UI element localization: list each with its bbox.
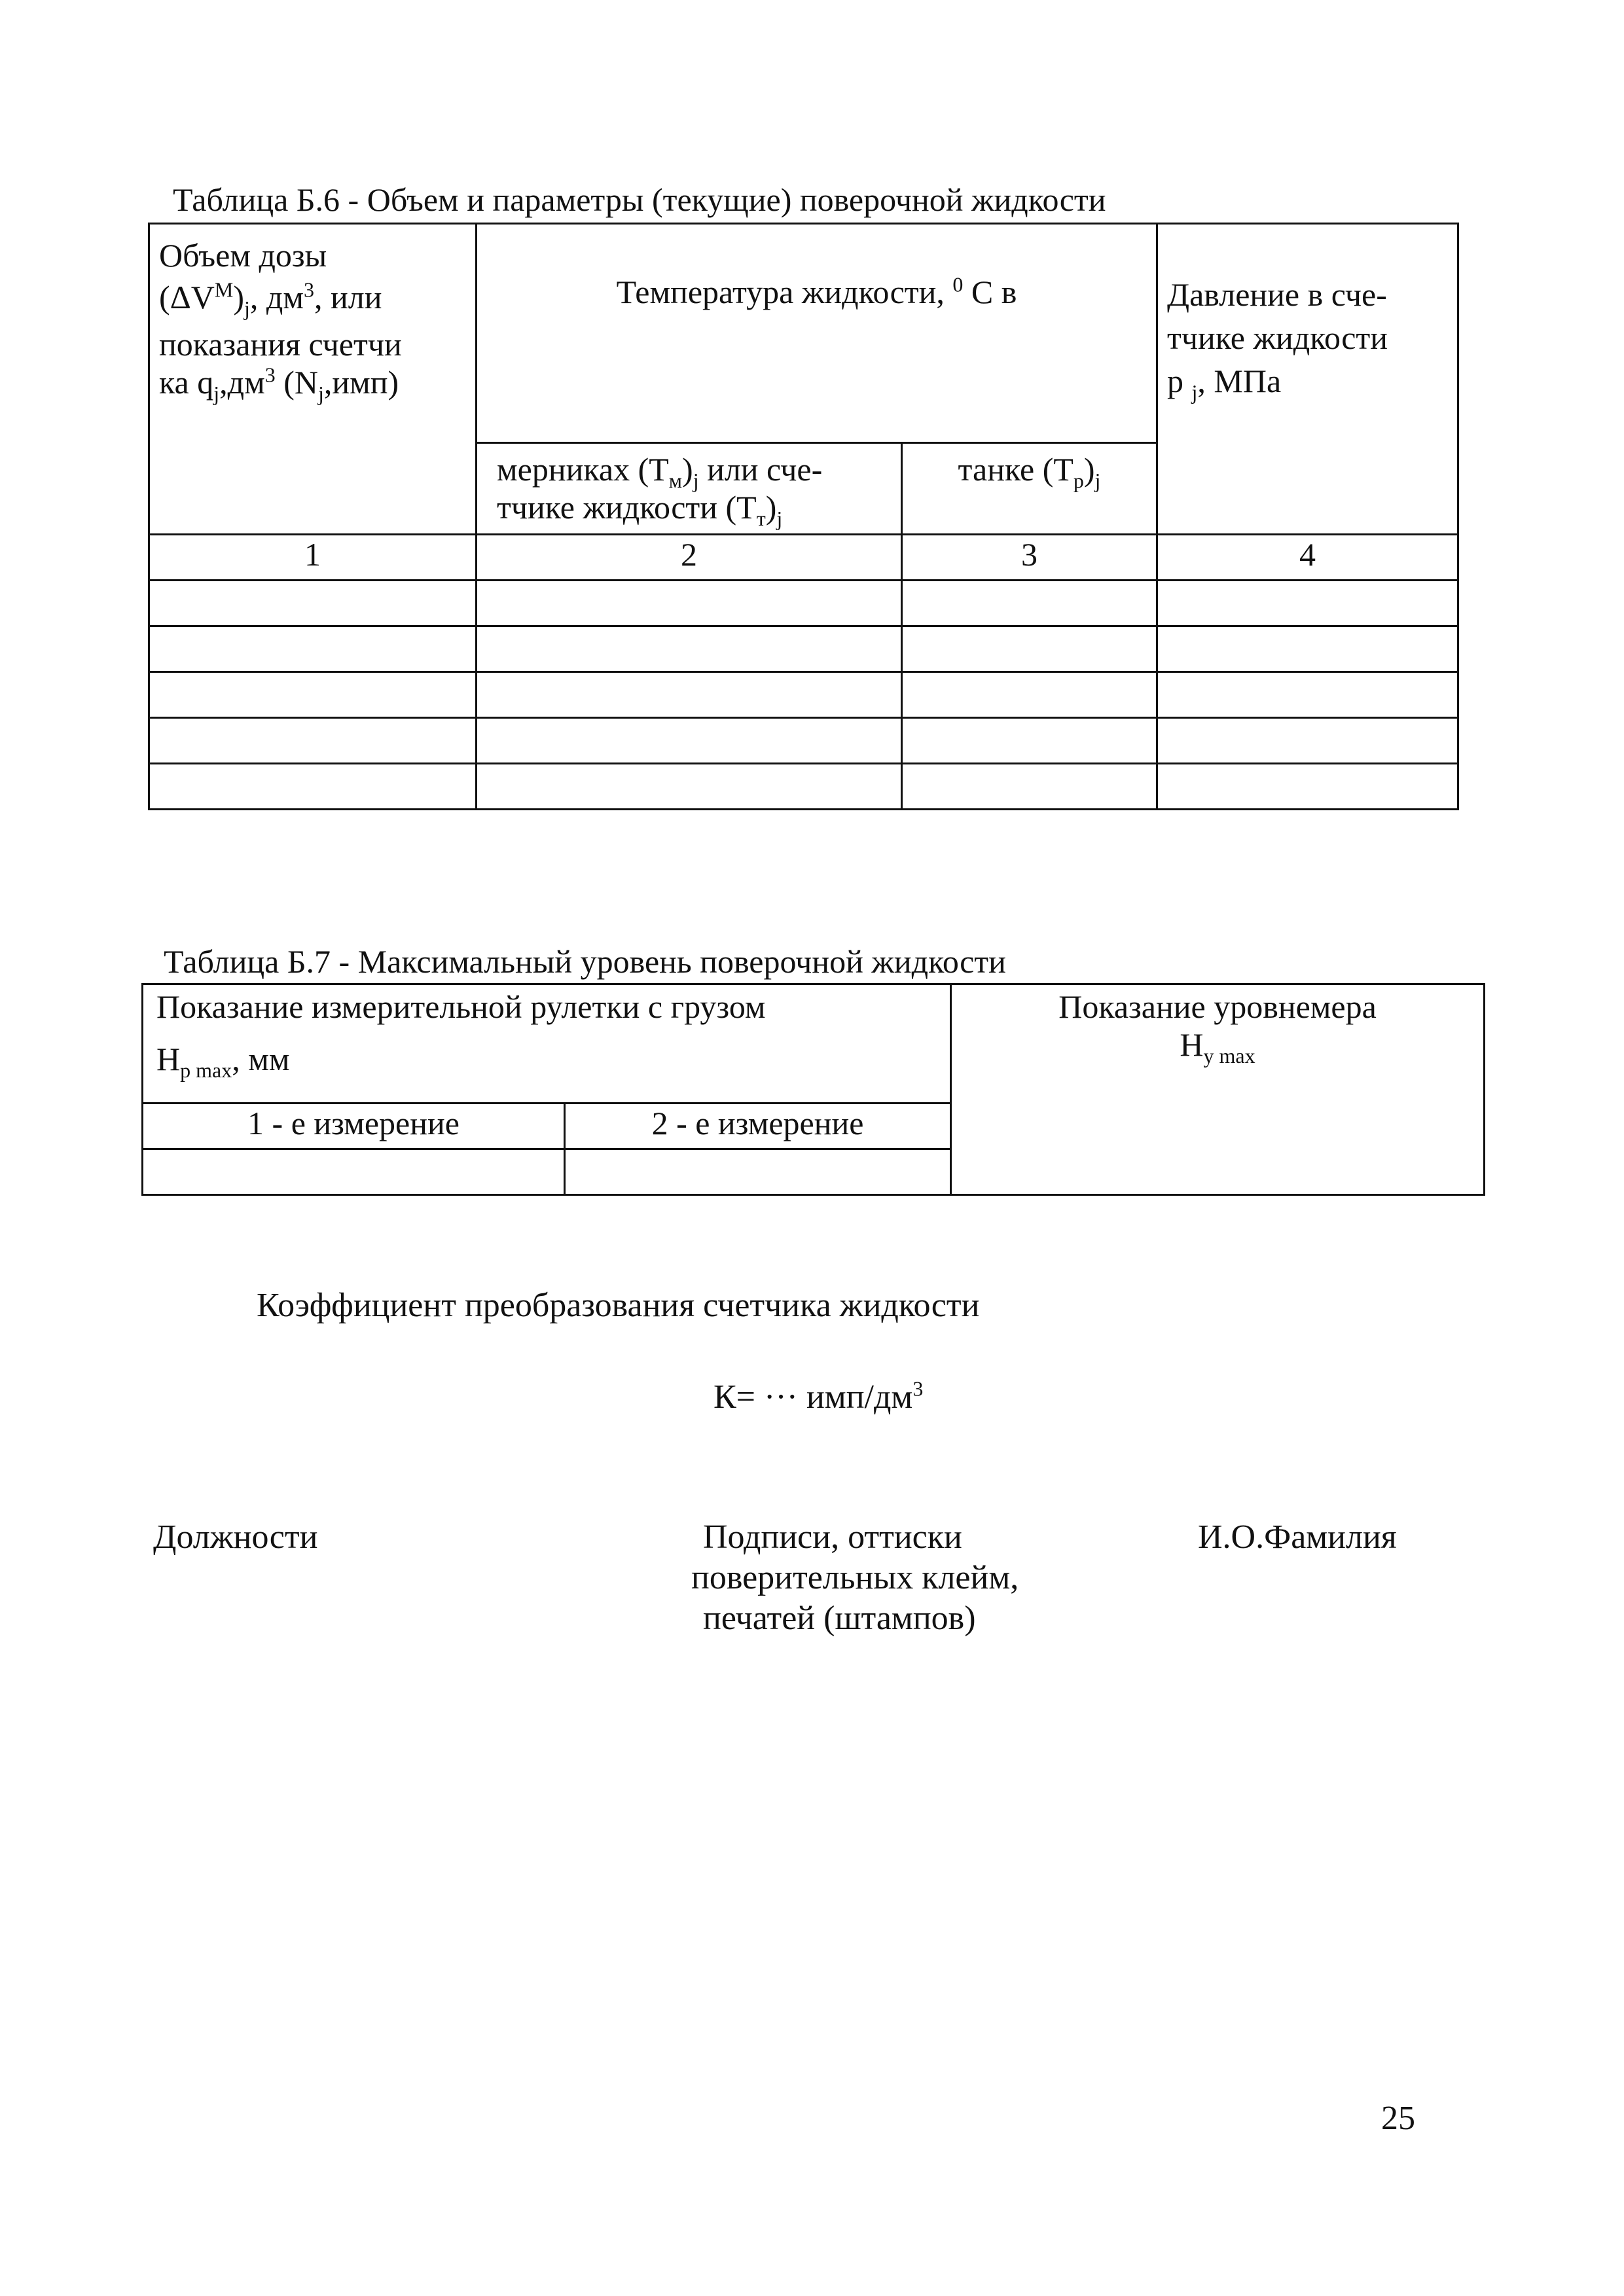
signature-positions: Должности [153, 1518, 318, 1556]
table-cell [902, 718, 1157, 764]
b7-measurement-1: 1 - е измерение [143, 1103, 565, 1149]
table-row [149, 672, 1458, 718]
b7-header-tape [143, 984, 951, 1103]
table-cell [902, 764, 1157, 810]
table-cell [149, 581, 477, 626]
signature-line1: Подписи, оттиски [703, 1518, 962, 1556]
b6-pressure-line2: тчике жидкости [1167, 319, 1388, 356]
table-cell [565, 1149, 951, 1195]
page-number: 25 [1381, 2100, 1415, 2137]
b6-col-number-1: 1 [149, 535, 477, 581]
table-cell [149, 626, 477, 672]
table-cell [902, 581, 1157, 626]
table-cell [477, 718, 902, 764]
table-row [149, 581, 1458, 626]
table-row [149, 626, 1458, 672]
signature-block [687, 1517, 1019, 1639]
b7-header-level-gauge [951, 984, 1485, 1195]
table-cell [477, 672, 902, 718]
table-cell [143, 1149, 565, 1195]
b6-volume-line3: показания счетчи [159, 326, 402, 363]
b7-tape-line2: $Н_{р max}$, мм [156, 1041, 290, 1082]
table-row [149, 764, 1458, 810]
table-b7-caption: Таблица Б.7 - Максимальный уровень поверочной жидкости [164, 943, 1006, 980]
table-cell [902, 672, 1157, 718]
b6-volume-line4: ка $q_j,дм^3$ $(N_j,имп)$ [159, 363, 399, 405]
b7-tape-line1: Показание измерительной рулетки с грузом [156, 988, 766, 1025]
table-cell [477, 581, 902, 626]
b6-header-tank: танке $(Т_р)_j$ [902, 443, 1157, 535]
signature-line2: поверительных клейм, [691, 1559, 1019, 1596]
table-b7 [141, 983, 1485, 1196]
b6-volume-line2: $(\Delta V^M)_j$, $дм^3$, или [159, 278, 382, 320]
table-cell [149, 672, 477, 718]
b6-volume-line1: Объем дозы [159, 237, 327, 274]
table-cell [149, 718, 477, 764]
b6-col-number-3: 3 [902, 535, 1157, 581]
b6-header-temperature: Температура жидкости, $^0$ С в [477, 224, 1157, 443]
coefficient-label: Коэффициент преобразования счетчика жидкости [257, 1287, 980, 1324]
table-cell [1157, 672, 1458, 718]
coefficient-formula: К= ··· имп/$дм^3$ [713, 1376, 924, 1416]
table-cell [902, 626, 1157, 672]
b6-col-number-4: 4 [1157, 535, 1458, 581]
b6-header-measures [477, 443, 902, 535]
table-cell [1157, 626, 1458, 672]
b7-gauge-line2: $Н_{у max}$ [1180, 1026, 1255, 1067]
b6-header-pressure [1157, 224, 1458, 535]
table-b6 [148, 223, 1459, 810]
b7-measurement-2: 2 - е измерение [565, 1103, 951, 1149]
table-row [149, 718, 1458, 764]
b6-pressure-line3: р $_j$, МПа [1167, 363, 1282, 404]
table-b6-caption: Таблица Б.6 - Объем и параметры (текущие) поверочной жидкости [173, 181, 1106, 218]
table-cell [477, 626, 902, 672]
table-cell [477, 764, 902, 810]
signature-names: И.О.Фамилия [1198, 1518, 1397, 1556]
table-cell [1157, 764, 1458, 810]
table-cell [1157, 718, 1458, 764]
b6-header-volume [149, 224, 477, 535]
b6-pressure-line1: Давление в сче- [1167, 276, 1387, 313]
table-cell [1157, 581, 1458, 626]
signature-line3: печатей (штампов) [703, 1600, 976, 1637]
b6-col-number-2: 2 [477, 535, 902, 581]
table-cell [149, 764, 477, 810]
b6-measures-line1: мерниках $(Т_м)_j$ или сче- [497, 451, 823, 492]
b6-measures-line2: тчике жидкости $(Т_т)_j$ [497, 489, 783, 530]
b7-gauge-line1: Показание уровнемера [1058, 988, 1377, 1025]
